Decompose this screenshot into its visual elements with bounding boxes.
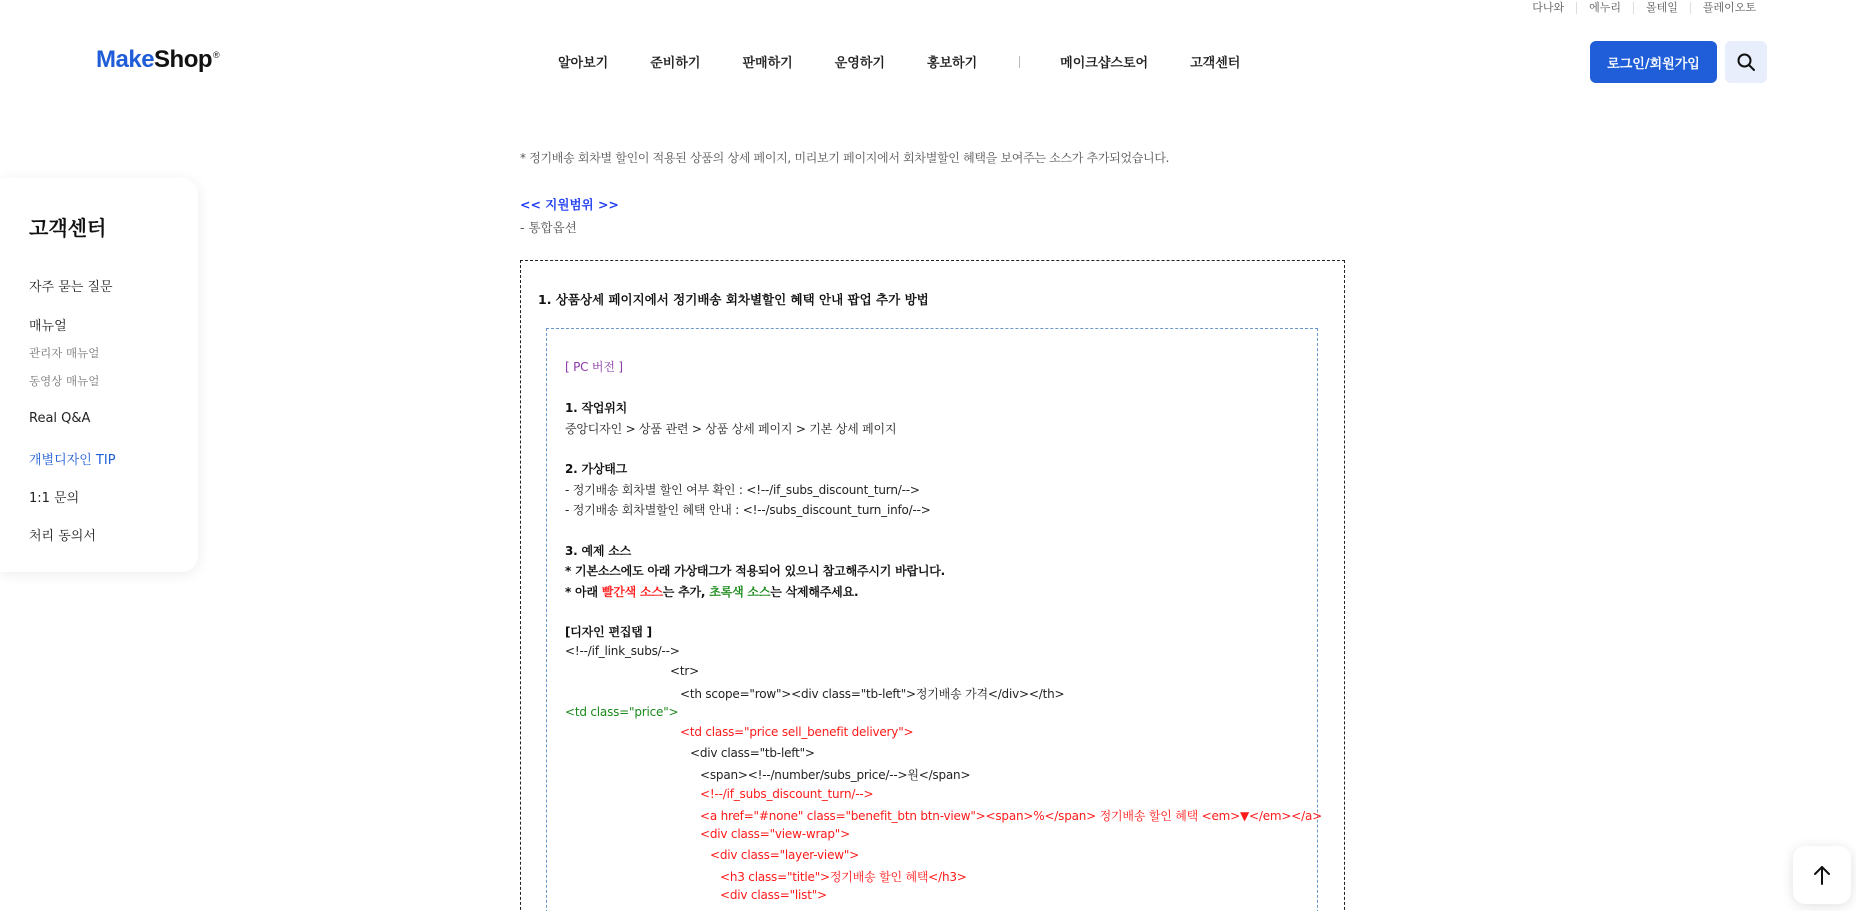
- code-line-add: <a href="#none" class="benefit_btn btn-view"><span>%</span> 정기배송 할인 혜택 <em>▼</em></a>: [700, 809, 1322, 823]
- sidebar: [0, 178, 198, 572]
- code-line-add: <h3 class="title">정기배송 할인 혜택</h3>: [720, 870, 967, 884]
- nav-makeshop-store[interactable]: 메이크샵스토어: [1060, 56, 1149, 71]
- sidebar-item-faq[interactable]: 자주 묻는 질문: [29, 280, 113, 295]
- step3-note1: * 기본소스에도 아래 가상태그가 적용되어 있으니 참고해주시기 바랍니다.: [565, 564, 946, 578]
- sidebar-title: 고객센터: [29, 216, 107, 240]
- sidebar-item-one-on-one[interactable]: 1:1 문의: [29, 491, 80, 506]
- search-icon: [1736, 52, 1756, 72]
- nav-operate[interactable]: 운영하기: [834, 56, 885, 71]
- nav-promote[interactable]: 홍보하기: [926, 56, 978, 71]
- main-navigation: [558, 52, 1282, 71]
- support-range-value: - 통합옵션: [520, 220, 577, 235]
- code-line-add: <div class="layer-view">: [710, 848, 860, 862]
- code-line: <tr>: [670, 664, 699, 678]
- code-line: <div class="tb-left">: [690, 746, 815, 760]
- nav-prepare[interactable]: 준비하기: [650, 56, 701, 71]
- guide-heading: 1. 상품상세 페이지에서 정기배송 회차별할인 혜택 안내 팝업 추가 방법: [538, 292, 929, 307]
- top-utility-links: [1520, 0, 1768, 16]
- code-line: <th scope="row"><div class="tb-left">정기배송 가격</div></th>: [680, 687, 1065, 701]
- makeshop-logo[interactable]: MakeShop®: [96, 46, 220, 73]
- nav-customer-center[interactable]: 고객센터: [1190, 56, 1241, 71]
- support-range-title: << 지원범위 >>: [520, 197, 619, 212]
- top-link-malltail[interactable]: 몰테일: [1633, 2, 1690, 14]
- sidebar-subitem-admin-manual[interactable]: 관리자 매뉴얼: [29, 346, 100, 360]
- nav-learn[interactable]: 알아보기: [558, 56, 609, 71]
- code-line-add: <!--/if_subs_discount_turn/-->: [700, 787, 874, 801]
- code-line-add: <div class="list">: [720, 888, 827, 902]
- step3-note2: * 아래 빨간색 소스는 추가, 초록색 소스는 삭제해주세요.: [565, 585, 859, 599]
- step1-title: 1. 작업위치: [565, 401, 628, 415]
- login-signup-button[interactable]: 로그인/회원가입: [1590, 41, 1717, 83]
- step2-line2: - 정기배송 회차별할인 혜택 안내 : <!--/subs_discount_turn_info/-->: [565, 503, 931, 517]
- step2-title: 2. 가상태그: [565, 462, 628, 476]
- code-line-delete: <td class="price">: [565, 705, 679, 719]
- step3-title: 3. 예제 소스: [565, 544, 632, 558]
- sidebar-item-consent[interactable]: 처리 동의서: [29, 529, 96, 544]
- nav-sell[interactable]: 판매하기: [742, 56, 793, 71]
- top-link-playauto[interactable]: 플레이오토: [1690, 2, 1768, 14]
- sidebar-item-real-qa[interactable]: Real Q&A: [29, 411, 91, 426]
- code-line: <!--/if_link_subs/-->: [565, 644, 680, 658]
- step1-text: 중앙디자인 > 상품 관련 > 상품 상세 페이지 > 기본 상세 페이지: [565, 422, 897, 436]
- pc-version-label: [ PC 버전 ]: [565, 360, 623, 374]
- sidebar-subitem-video-manual[interactable]: 동영상 매뉴얼: [29, 374, 100, 388]
- sidebar-item-manual[interactable]: 매뉴얼: [29, 319, 67, 334]
- search-button[interactable]: [1725, 41, 1767, 83]
- code-line-add: <div class="view-wrap">: [700, 827, 850, 841]
- nav-divider: [1019, 56, 1020, 68]
- code-line: <span><!--/number/subs_price/-->원</span>: [700, 768, 971, 782]
- code-line-add: <td class="price sell_benefit delivery">: [680, 725, 914, 739]
- sidebar-item-design-tip[interactable]: 개별디자인 TIP: [29, 453, 116, 468]
- scroll-top-button[interactable]: [1793, 846, 1851, 904]
- top-link-danawa[interactable]: 다나와: [1532, 1, 1565, 14]
- intro-note: * 정기배송 회차별 할인이 적용된 상품의 상세 페이지, 미리보기 페이지에서 회차별할인 혜택을 보여주는 소스가 추가되었습니다.: [520, 151, 1170, 165]
- top-link-enuri[interactable]: 에누리: [1576, 2, 1633, 14]
- step2-line1: - 정기배송 회차별 할인 여부 확인 : <!--/if_subs_discount_turn/-->: [565, 483, 920, 497]
- arrow-up-icon: [1811, 864, 1833, 886]
- design-tab-label: [디자인 편집탭 ]: [565, 625, 652, 639]
